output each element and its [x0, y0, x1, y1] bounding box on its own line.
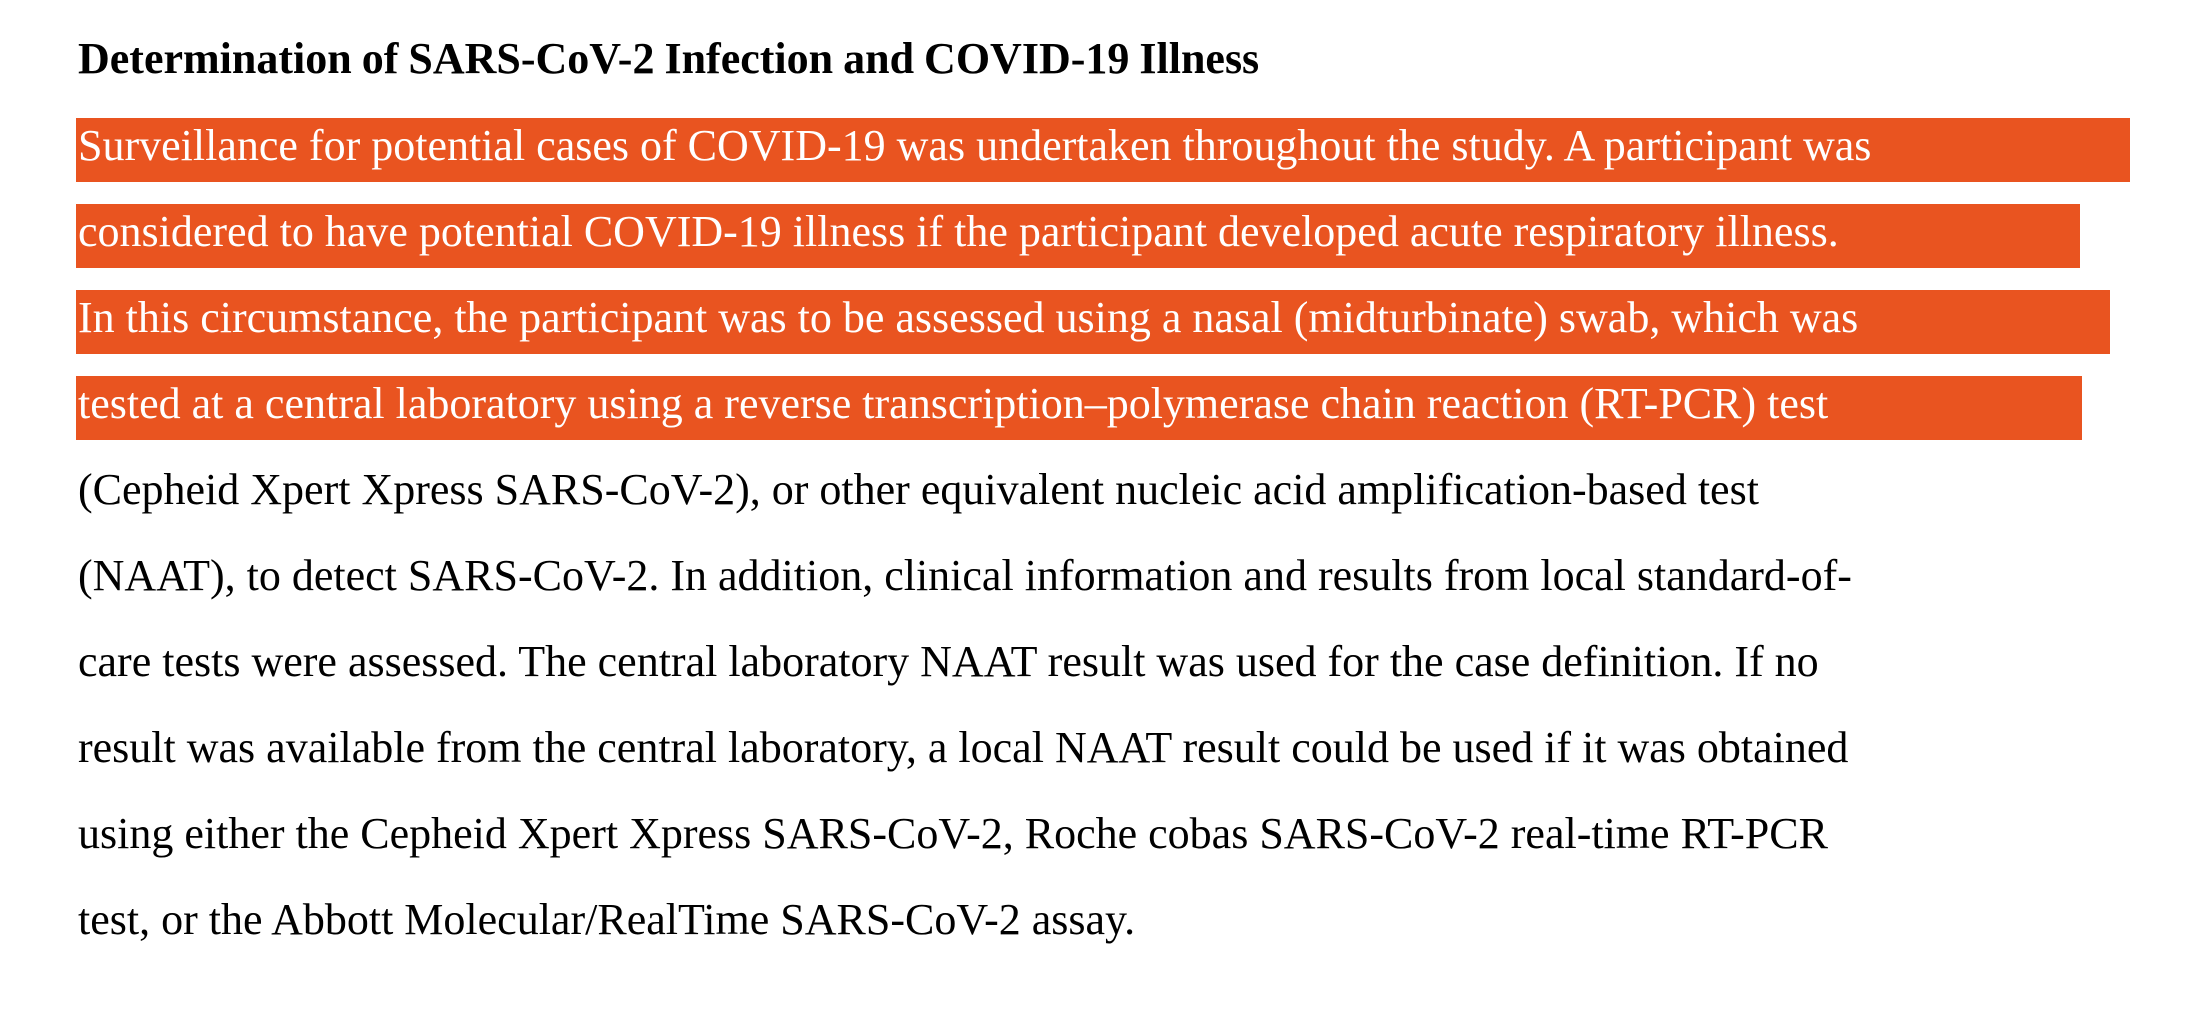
- paragraph-line: (Cepheid Xpert Xpress SARS-CoV-2), or other equivalent nucleic acid amplification-based test: [78, 465, 1759, 514]
- paragraph-line: care tests were assessed. The central laboratory NAAT result was used for the case definition. If no: [78, 637, 1819, 686]
- paragraph-line: Surveillance for potential cases of COVID-19 was undertaken throughout the study. A participant was: [78, 121, 1872, 170]
- paragraph-line: considered to have potential COVID-19 illness if the participant developed acute respiratory illness.: [78, 207, 1839, 256]
- paragraph-line: test, or the Abbott Molecular/RealTime SARS-CoV-2 assay.: [78, 895, 1136, 944]
- section-heading: Determination of SARS-CoV-2 Infection and COVID-19 Illness: [78, 34, 1260, 83]
- paragraph-line: using either the Cepheid Xpert Xpress SARS-CoV-2, Roche cobas SARS-CoV-2 real-time RT-PCR: [78, 809, 1828, 858]
- paragraph-line: (NAAT), to detect SARS-CoV-2. In addition, clinical information and results from local standard-of-: [78, 551, 1852, 600]
- paragraph-line: tested at a central laboratory using a reverse transcription–polymerase chain reaction (RT-PCR) test: [78, 379, 1829, 428]
- paragraph-line: In this circumstance, the participant was to be assessed using a nasal (midturbinate) swab, which was: [78, 293, 1859, 342]
- paragraph-line: result was available from the central laboratory, a local NAAT result could be used if it was obtained: [78, 723, 1849, 772]
